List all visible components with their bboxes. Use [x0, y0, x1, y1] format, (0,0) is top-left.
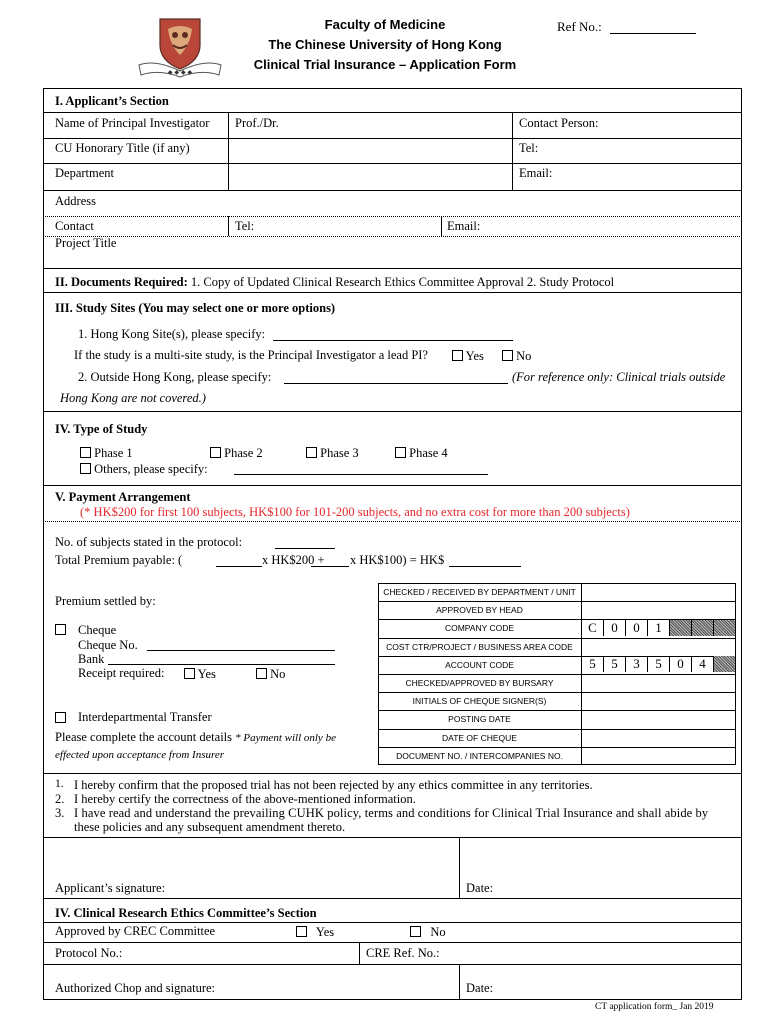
lead-pi-no-checkbox[interactable] — [502, 350, 513, 361]
ref-no-label: Ref No.: — [557, 19, 602, 34]
phase3-checkbox[interactable] — [306, 447, 317, 458]
department-label: Department — [55, 166, 115, 180]
office-row-field[interactable] — [582, 674, 735, 691]
company-code-digit — [691, 620, 713, 636]
others-field[interactable] — [234, 474, 488, 475]
authorized-chop-label: Authorized Chop and signature: — [55, 981, 216, 995]
receipt-no-checkbox[interactable] — [256, 668, 267, 679]
office-row-field[interactable] — [582, 638, 735, 655]
contact-tel-label: Tel: — [235, 219, 255, 233]
lead-pi-question: If the study is a multi-site study, is the Principal Investigator a lead PI? — [74, 348, 428, 362]
phase2-label: Phase 2 — [224, 446, 263, 460]
account-details-label: Please complete the account details — [55, 730, 233, 744]
office-row-field[interactable] — [582, 583, 735, 600]
address-label: Address — [55, 194, 96, 208]
office-row-label: CHECKED/APPROVED BY BURSARY — [405, 678, 554, 688]
hk-site-field[interactable] — [273, 340, 513, 341]
outside-note-2: Hong Kong are not covered.) — [60, 391, 206, 405]
outside-hk-label: 2. Outside Hong Kong, please specify: — [78, 370, 272, 384]
office-row-label: DOCUMENT NO. / INTERCOMPANIES NO. — [396, 750, 563, 761]
svg-text:◆ ◆ ◆ ◆: ◆ ◆ ◆ ◆ — [167, 69, 193, 76]
honorary-title-label: CU Honorary Title (if any) — [55, 141, 190, 155]
tel-label: Tel: — [519, 141, 539, 155]
project-title-label: Project Title — [55, 236, 117, 250]
payment-note-2: effected upon acceptance from Insurer — [55, 749, 225, 761]
protocol-no-label: Protocol No.: — [55, 946, 123, 960]
office-row-label: COST CTR/PROJECT / BUSINESS AREA CODE — [386, 641, 573, 652]
faculty-title: Faculty of Medicine — [324, 17, 446, 32]
applicant-signature-label: Applicant’s signature: — [55, 881, 166, 895]
declaration-2: I hereby certify the correctness of the above-mentioned information. — [74, 792, 416, 806]
company-code-digit: 0 — [603, 620, 625, 636]
phase1-label: Phase 1 — [94, 446, 133, 460]
receipt-yes-label: Yes — [197, 667, 216, 681]
others-label: Others, please specify: — [94, 462, 208, 476]
premium-qty1-field[interactable] — [216, 566, 262, 567]
contact-email-label: Email: — [447, 219, 481, 233]
company-code-digit: 0 — [625, 620, 647, 636]
crec-yes-label: Yes — [315, 925, 335, 939]
receipt-label: Receipt required: — [78, 666, 165, 680]
phase4-label: Phase 4 — [409, 446, 448, 460]
phase2-checkbox[interactable] — [210, 447, 221, 458]
receipt-yes-checkbox[interactable] — [184, 668, 195, 679]
cheque-checkbox[interactable] — [55, 624, 66, 635]
account-code-digit: 3 — [625, 656, 647, 672]
transfer-label: Interdepartmental Transfer — [78, 710, 212, 724]
office-row-field[interactable] — [582, 747, 735, 764]
office-row-label: POSTING DATE — [448, 714, 511, 725]
contact-label: Contact — [55, 219, 94, 233]
declaration-num-2: 2. — [55, 792, 65, 806]
bank-field[interactable] — [108, 664, 335, 665]
section4-title: IV. Type of Study — [55, 422, 148, 436]
declaration-num-1: 1. — [55, 778, 64, 790]
office-row-field[interactable] — [582, 710, 735, 727]
applicant-date-label: Date: — [466, 881, 494, 895]
premium-part-a: Total Premium payable: ( — [55, 553, 183, 567]
declaration-3-cont: these policies and any subsequent amendment thereto. — [74, 820, 346, 834]
footer-version: CT application form_ Jan 2019 — [595, 1002, 714, 1012]
crec-yes-checkbox[interactable] — [296, 926, 307, 937]
office-row-field[interactable] — [582, 601, 735, 618]
ref-no-field[interactable] — [610, 33, 696, 34]
declaration-num-3: 3. — [55, 806, 65, 820]
section1-title: I. Applicant’s Section — [55, 94, 169, 108]
office-row-label: INITIALS OF CHEQUE SIGNER(S) — [412, 696, 547, 707]
email-label: Email: — [519, 166, 553, 180]
premium-rate-note: (* HK$200 for first 100 subjects, HK$100 for 101-200 subjects, and no extra cost for more than 200 subjects) — [80, 505, 630, 519]
phase4-checkbox[interactable] — [395, 447, 406, 458]
company-code-digit — [669, 620, 691, 636]
lead-pi-yes-label: Yes — [465, 349, 484, 363]
account-code-digit: 4 — [691, 656, 713, 672]
office-row-label: COMPANY CODE — [444, 623, 515, 634]
subjects-label: No. of subjects stated in the protocol: — [55, 535, 243, 549]
bank-label: Bank — [78, 652, 105, 666]
documents-required — [55, 275, 614, 290]
company-code-digit: 1 — [647, 620, 669, 636]
settled-by-label: Premium settled by: — [55, 594, 156, 608]
cheque-no-label: Cheque No. — [78, 638, 138, 652]
lead-pi-yes-checkbox[interactable] — [452, 350, 463, 361]
receipt-no-label: No — [270, 667, 286, 681]
payment-note-1: * Payment will only be — [235, 732, 336, 744]
cre-ref-label: CRE Ref. No.: — [366, 946, 440, 960]
company-code-digit: C — [581, 620, 603, 636]
section3-title: III. Study Sites (You may select one or more options) — [55, 301, 336, 315]
section5-title: V. Payment Arrangement — [55, 490, 191, 504]
contact-person-label: Contact Person: — [519, 116, 599, 130]
premium-part-c: x HK$100) = HK$ — [350, 553, 445, 567]
crec-approved-label: Approved by CREC Committee — [55, 924, 216, 938]
crec-no-checkbox[interactable] — [410, 926, 421, 937]
office-row-label: ACCOUNT CODE — [445, 659, 514, 670]
section2-text: 1. Copy of Updated Clinical Research Ethics Committee Approval 2. Study Protocol — [187, 275, 615, 289]
phase1-checkbox[interactable] — [80, 447, 91, 458]
office-row-label: APPROVED BY HEAD — [436, 605, 523, 616]
crec-date-label: Date: — [466, 981, 494, 995]
form-title: Clinical Trial Insurance – Application Form — [253, 57, 517, 72]
declaration-1: I hereby confirm that the proposed trial has not been rejected by any ethics committee in any territories. — [74, 778, 593, 792]
office-row-label: DATE OF CHEQUE — [442, 732, 517, 743]
transfer-checkbox[interactable] — [55, 712, 66, 723]
university-title: The Chinese University of Hong Kong — [268, 37, 502, 52]
account-code-digit: 5 — [647, 656, 669, 672]
lead-pi-no-label: No — [516, 349, 532, 363]
section6-title: IV. Clinical Research Ethics Committee’s Section — [55, 906, 317, 920]
phase3-label: Phase 3 — [320, 446, 359, 460]
account-code-digit — [713, 656, 735, 672]
crec-no-label: No — [430, 925, 446, 939]
subjects-field[interactable] — [275, 548, 335, 549]
pi-label: Name of Principal Investigator — [55, 116, 210, 130]
account-code-digit: 5 — [581, 656, 603, 672]
office-row-label: CHECKED / RECEIVED BY DEPARTMENT / UNIT — [383, 587, 576, 597]
premium-total-field[interactable] — [449, 566, 521, 567]
outside-note-1: (For reference only: Clinical trials outside — [512, 370, 726, 384]
others-checkbox[interactable] — [80, 463, 91, 474]
outside-hk-field[interactable] — [284, 383, 508, 384]
premium-part-b: x HK$200 + — [262, 553, 325, 567]
cheque-no-field[interactable] — [147, 650, 335, 651]
account-code-digit: 5 — [603, 656, 625, 672]
cheque-label: Cheque — [78, 623, 117, 637]
account-code-digit: 0 — [669, 656, 691, 672]
pi-prefix: Prof./Dr. — [235, 116, 279, 130]
company-code-digit — [713, 620, 735, 636]
declaration-3: I have read and understand the prevailing CUHK policy, terms and conditions for Clinical Trial Insurance and shall abide by — [74, 806, 709, 820]
premium-qty2-field[interactable] — [311, 566, 349, 567]
hk-site-label: 1. Hong Kong Site(s), please specify: — [78, 327, 266, 341]
office-row-field[interactable] — [582, 729, 735, 746]
section2-title: II. Documents Required: — [55, 275, 188, 289]
office-row-field[interactable] — [582, 692, 735, 709]
